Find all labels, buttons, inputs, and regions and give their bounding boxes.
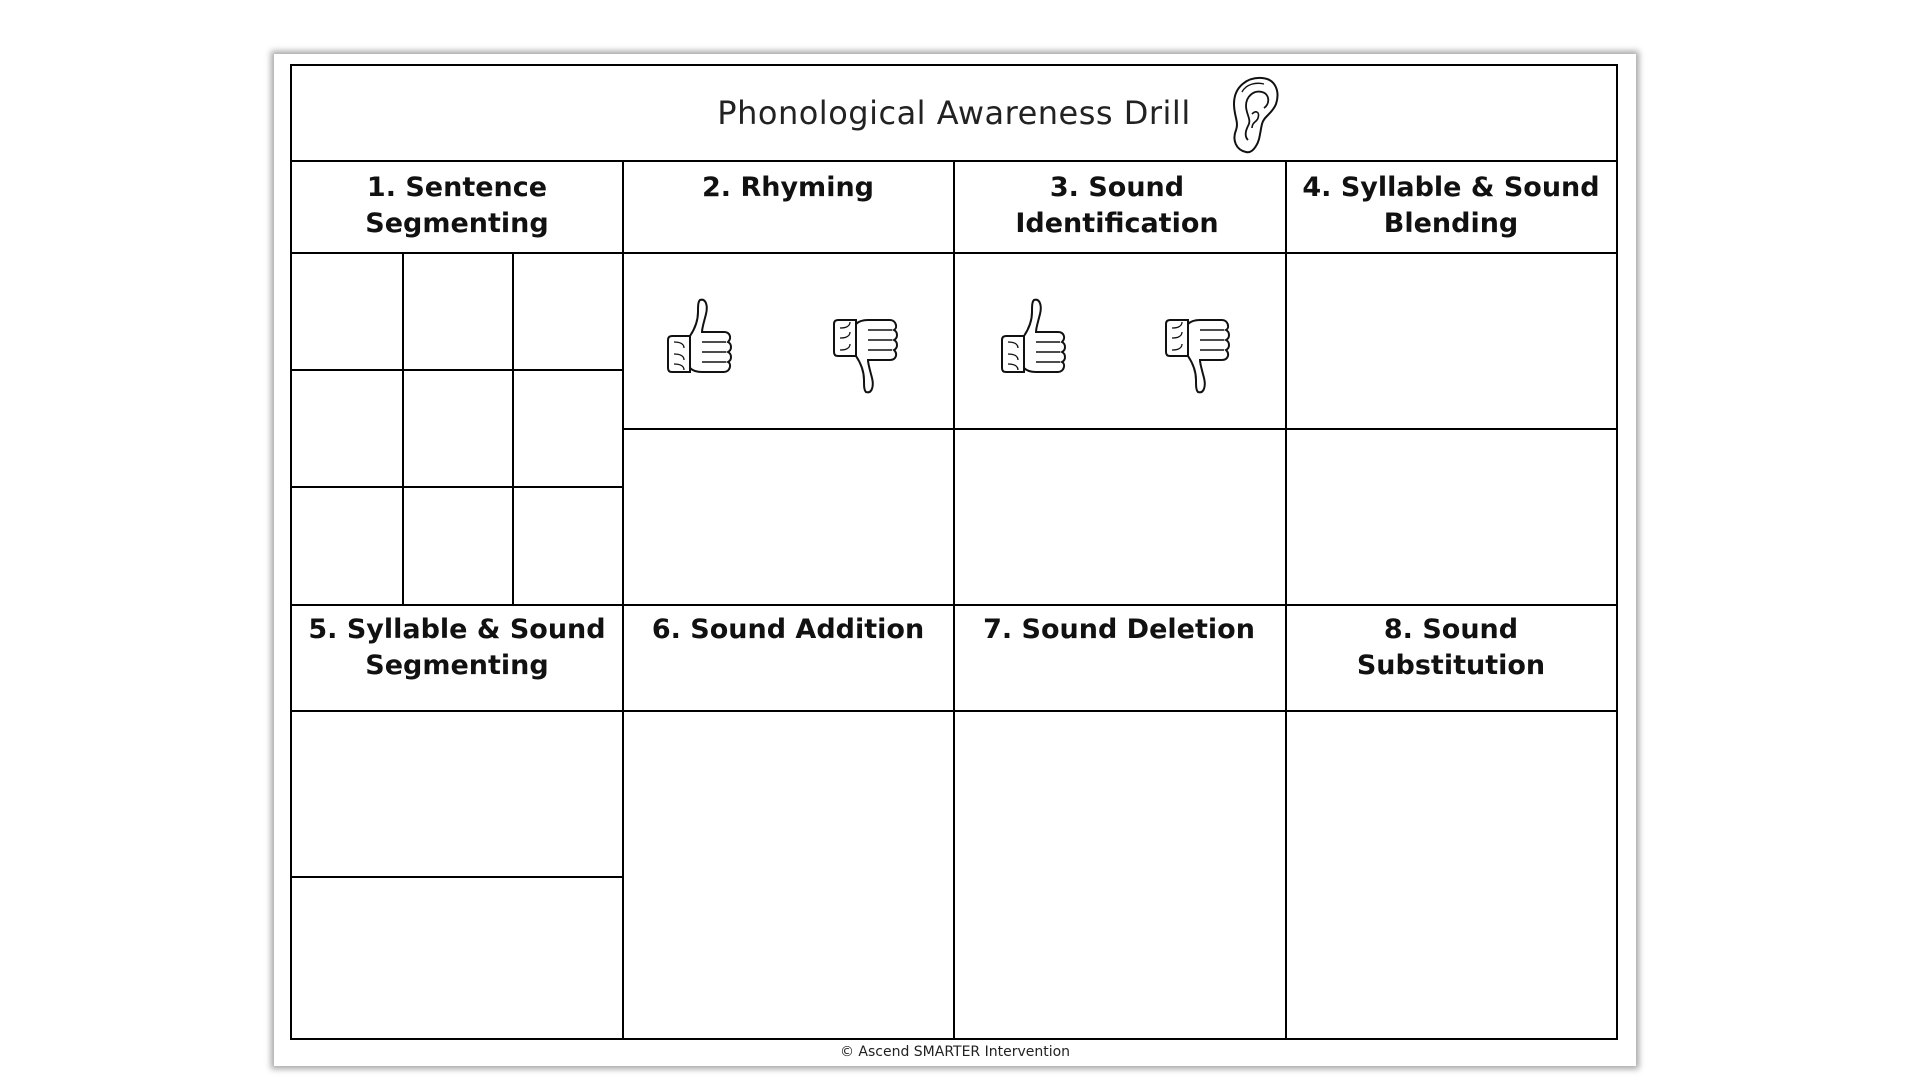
thumbs-down-icon xyxy=(828,300,904,400)
middle-divider xyxy=(292,604,1616,606)
section-heading-sentence-segmenting: 1. Sentence Segmenting xyxy=(365,172,549,239)
worksheet-page xyxy=(274,54,1636,1066)
column-divider xyxy=(953,162,955,1038)
title-row xyxy=(292,66,1616,162)
section-heading-sound-identification: 3. Sound Identification xyxy=(1015,172,1219,239)
section-heading-sound-deletion: 7. Sound Deletion xyxy=(983,614,1255,645)
column-divider xyxy=(1285,162,1287,1038)
thumbs-up-icon xyxy=(662,292,738,392)
grid-line xyxy=(292,369,622,371)
copyright-footer: © Ascend SMARTER Intervention xyxy=(839,1044,1071,1060)
section-heading-syllable-sound-segmenting: 5. Syllable & Sound Segmenting xyxy=(308,614,606,681)
column-divider xyxy=(622,162,624,1038)
worksheet-title: Phonological Awareness Drill xyxy=(717,94,1191,132)
thumbs-up-icon xyxy=(996,292,1072,392)
header-divider xyxy=(292,710,1616,712)
row-divider xyxy=(622,428,1616,430)
header-divider xyxy=(292,252,1616,254)
grid-line xyxy=(402,252,404,604)
grid-line xyxy=(292,486,622,488)
section-heading-rhyming: 2. Rhyming xyxy=(702,172,874,203)
grid-line xyxy=(512,252,514,604)
section-heading-sound-substitution: 8. Sound Substitution xyxy=(1356,614,1546,681)
section-heading-sound-addition: 6. Sound Addition xyxy=(651,614,925,645)
worksheet-grid xyxy=(290,64,1618,1040)
row-divider xyxy=(292,876,622,878)
section-heading-syllable-sound-blending: 4. Syllable & Sound Blending xyxy=(1302,172,1600,239)
ear-icon xyxy=(1226,74,1282,156)
thumbs-down-icon xyxy=(1160,300,1236,400)
